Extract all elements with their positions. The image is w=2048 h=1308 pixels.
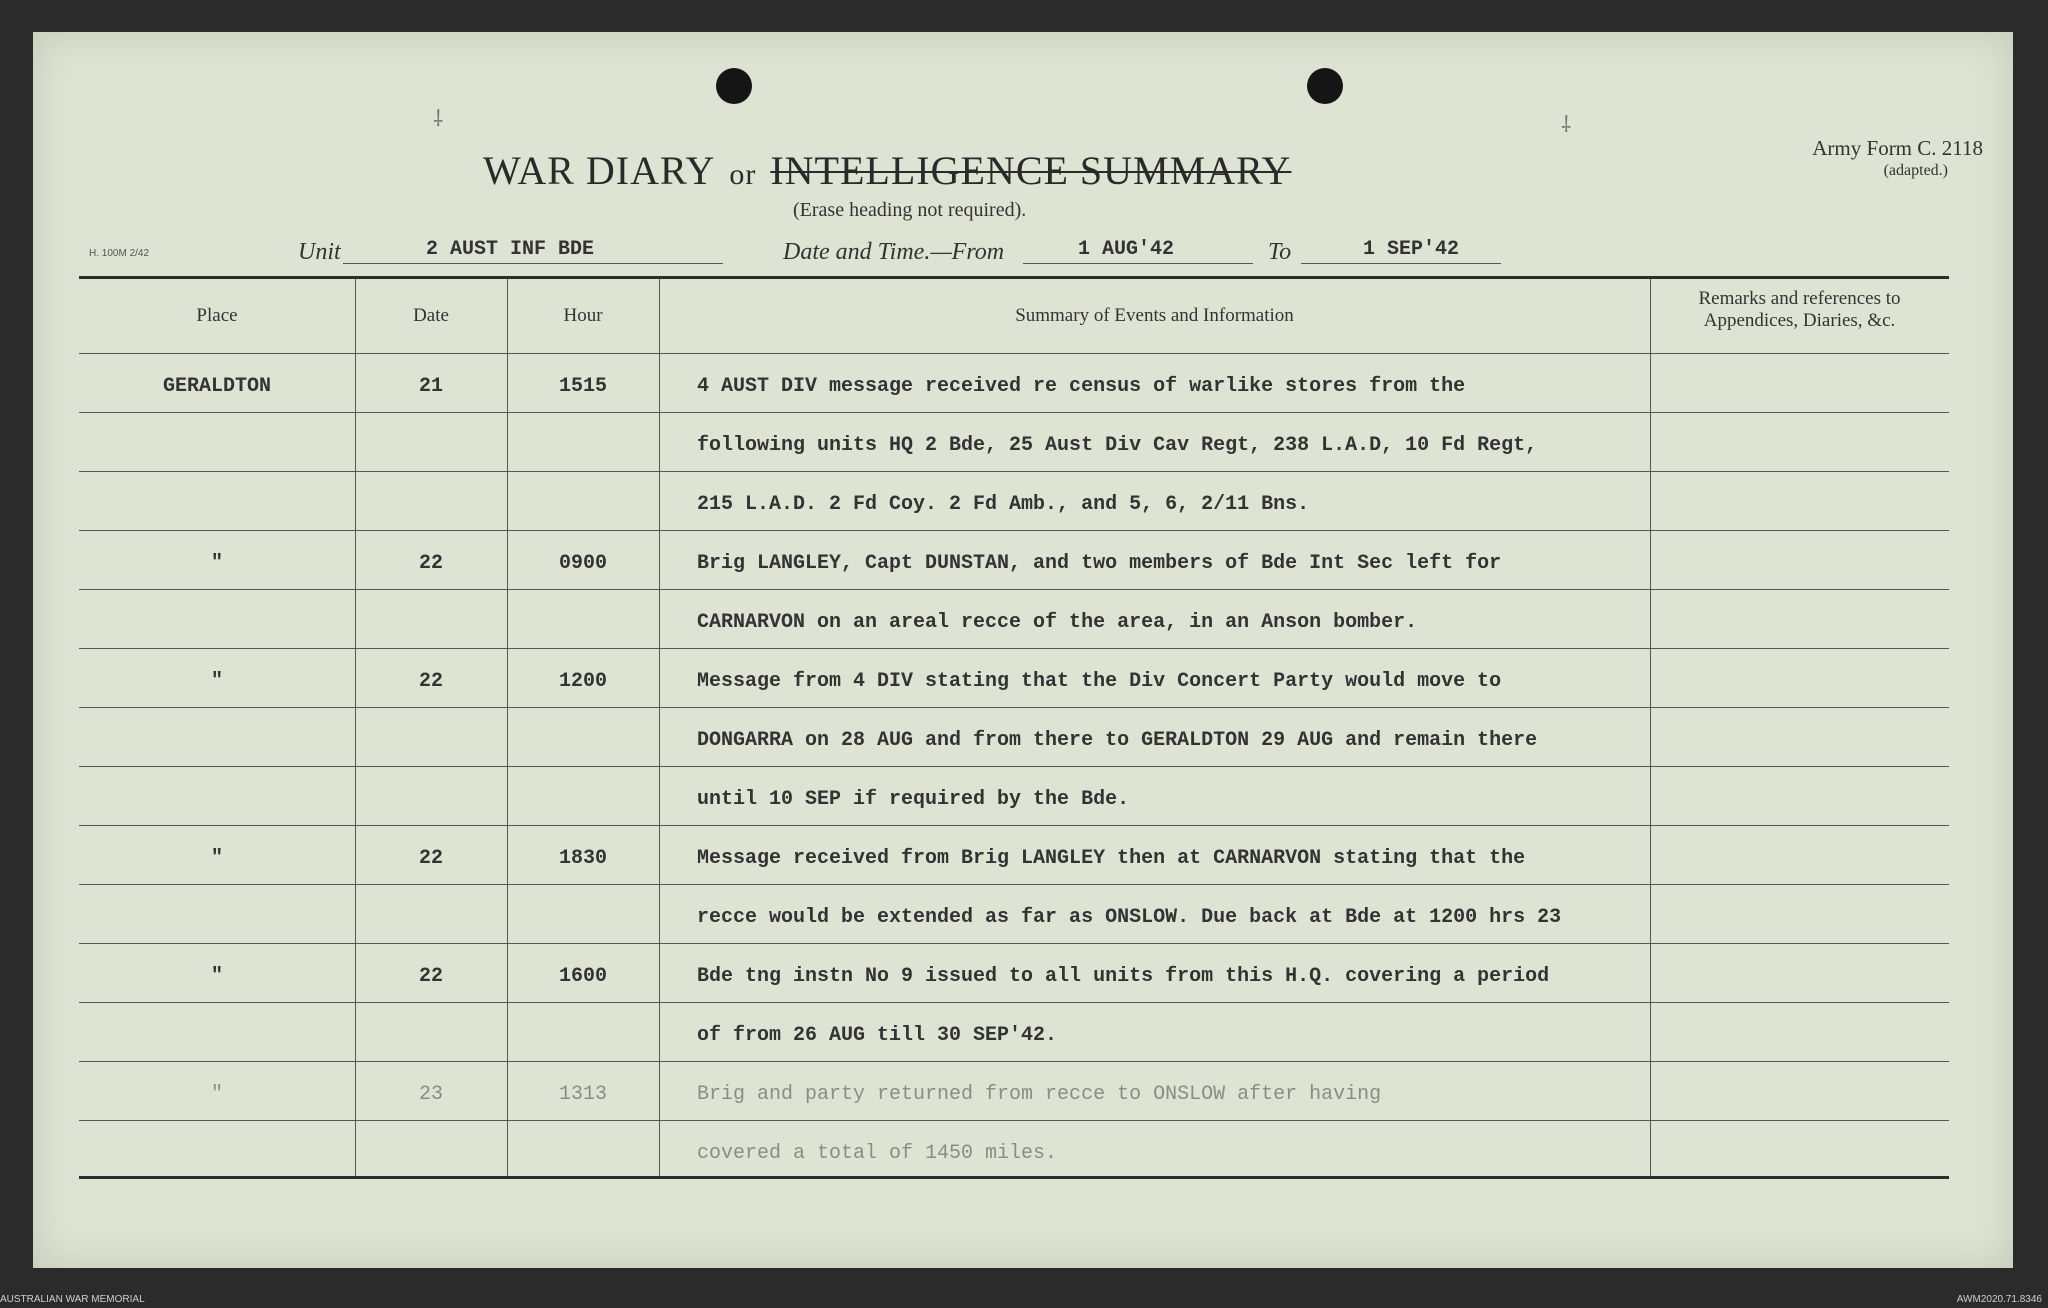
row-divider	[79, 412, 1949, 413]
entry-date: 22	[418, 965, 443, 988]
entry-summary-line: covered a total of 1450 miles.	[697, 1142, 1058, 1165]
footer-source: AUSTRALIAN WAR MEMORIAL	[0, 1294, 145, 1305]
punch-hole	[716, 68, 752, 104]
entry-date: 22	[418, 847, 443, 870]
title-or: or	[729, 158, 757, 191]
title-main: WAR DIARY	[483, 148, 716, 193]
unit-line	[343, 263, 723, 264]
entry-summary-line: 215 L.A.D. 2 Fd Coy. 2 Fd Amb., and 5, 6, 2/11 Bns.	[697, 493, 1310, 516]
entry-summary-line: recce would be extended as far as ONSLOW. Due back at Bde at 1200 hrs 23	[697, 906, 1562, 929]
to-value: 1 SEP'42	[1363, 238, 1460, 261]
entry-date: 23	[418, 1083, 443, 1106]
entry-summary-line: CARNARVON on an areal recce of the area, in an Anson bomber.	[697, 611, 1418, 634]
entry-place: "	[210, 552, 223, 575]
row-divider	[79, 707, 1949, 708]
entry-summary-line: of from 26 AUG till 30 SEP'42.	[697, 1024, 1058, 1047]
diary-table	[79, 276, 1949, 1179]
entry-date: 22	[418, 670, 443, 693]
footer-reference: AWM2020.71.8346	[1956, 1294, 2042, 1305]
entry-summary-line: following units HQ 2 Bde, 25 Aust Div Cav Regt, 238 L.A.D, 10 Fd Regt,	[697, 434, 1538, 457]
header-hour: Hour	[563, 305, 603, 326]
column-divider	[659, 279, 660, 1176]
header-remarks-line1: Remarks and references to	[1698, 288, 1901, 309]
entry-place: GERALDTON	[162, 375, 272, 398]
row-divider	[79, 1061, 1949, 1062]
punch-hole	[1307, 68, 1343, 104]
entry-date: 21	[418, 375, 443, 398]
print-code: H. 100M 2/42	[89, 248, 150, 259]
form-adapted: (adapted.)	[1883, 162, 1948, 179]
row-divider	[79, 825, 1949, 826]
entry-place: "	[210, 1083, 223, 1106]
to-line	[1301, 263, 1501, 264]
entry-summary-line: until 10 SEP if required by the Bde.	[697, 788, 1130, 811]
from-value: 1 AUG'42	[1078, 238, 1175, 261]
entry-summary-line: Brig and party returned from recce to ONSLOW after having	[697, 1083, 1382, 1106]
entry-hour: 1515	[558, 375, 607, 398]
header-divider	[79, 353, 1949, 354]
column-divider	[1650, 279, 1651, 1176]
diary-title	[483, 147, 1291, 194]
entry-hour: 0900	[558, 552, 607, 575]
column-divider	[355, 279, 356, 1176]
header-summary: Summary of Events and Information	[1015, 305, 1294, 326]
date-label: Date and Time.—From	[783, 239, 1005, 265]
row-divider	[79, 1120, 1949, 1121]
entry-summary-line: DONGARRA on 28 AUG and from there to GERALDTON 29 AUG and remain there	[697, 729, 1538, 752]
entry-place: "	[210, 965, 223, 988]
entry-hour: 1600	[558, 965, 607, 988]
row-divider	[79, 589, 1949, 590]
entry-summary-line: 4 AUST DIV message received re census of warlike stores from the	[697, 375, 1466, 398]
row-divider	[79, 530, 1949, 531]
from-line	[1023, 263, 1253, 264]
entry-hour: 1313	[558, 1083, 607, 1106]
row-divider	[79, 648, 1949, 649]
entry-summary-line: Message received from Brig LANGLEY then at CARNARVON stating that the	[697, 847, 1526, 870]
header-remarks	[1650, 288, 1949, 332]
to-label: To	[1268, 239, 1292, 265]
header-place: Place	[196, 305, 238, 326]
column-divider	[507, 279, 508, 1176]
header-date: Date	[413, 305, 449, 326]
entry-hour: 1830	[558, 847, 607, 870]
row-divider	[79, 1002, 1949, 1003]
entry-summary-line: Brig LANGLEY, Capt DUNSTAN, and two members of Bde Int Sec left for	[697, 552, 1502, 575]
unit-value: 2 AUST INF BDE	[426, 238, 595, 261]
row-divider	[79, 884, 1949, 885]
pin-mark-icon: ⸸	[1561, 112, 1572, 137]
form-name: Army Form C. 2118	[1812, 136, 1983, 160]
row-divider	[79, 471, 1949, 472]
entry-date: 22	[418, 552, 443, 575]
unit-label: Unit	[298, 239, 341, 265]
entry-hour: 1200	[558, 670, 607, 693]
entry-place: "	[210, 847, 223, 870]
title-struck: INTELLIGENCE SUMMARY	[770, 148, 1292, 193]
entry-place: "	[210, 670, 223, 693]
header-remarks-line2: Appendices, Diaries, &c.	[1703, 310, 1896, 331]
diary-page	[33, 32, 2013, 1268]
subtitle: (Erase heading not required).	[793, 199, 1027, 221]
pin-mark-icon: ⸸	[433, 106, 444, 131]
entry-summary-line: Message from 4 DIV stating that the Div Concert Party would move to	[697, 670, 1502, 693]
row-divider	[79, 766, 1949, 767]
row-divider	[79, 943, 1949, 944]
entry-summary-line: Bde tng instn No 9 issued to all units from this H.Q. covering a period	[697, 965, 1550, 988]
